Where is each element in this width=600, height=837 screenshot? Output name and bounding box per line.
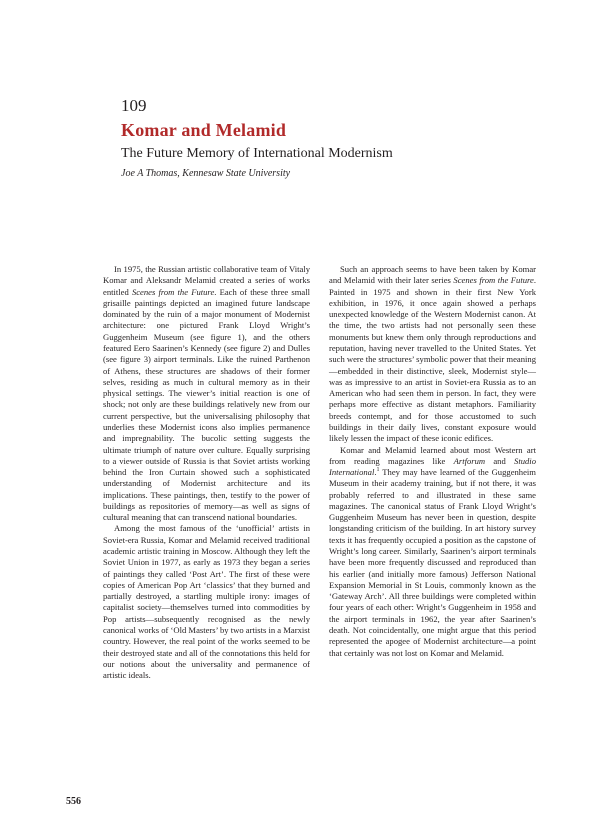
paragraph-4: Komar and Melamid learned about most Western art from reading magazines like Artforum and Studio International.$^1$ They may have learned of the Guggenheim Museum in their academy training, but if not there, it was probably referred to and illustrated in these same magazines. The canonical status of Frank Lloyd Wright’s Guggenheim Museum has never been in question, despite longstanding criticism of the building. In art history survey texts it has frequently occupied a position as the capstone of Wright’s long career. Similarly, Saarinen’s airport terminals have been more frequently discussed and reproduced than his earlier (and initially more famous) Jefferson National Expansion Memorial in St Louis, commonly known as the ‘Gateway Arch’. All three buildings were completed within four years of each other: Wright’s Guggenheim in 1958 and the airport terminals in 1962, the year after Saarinen’s death. Not coincidentally, one might argue that this period represented the apogee of Modernist architecture—a point that certainly was not lost on Komar and Melamid.	[329, 444, 536, 658]
chapter-number: 109	[121, 96, 147, 115]
page-number: 556	[66, 796, 81, 807]
chapter-subtitle: The Future Memory of International Modernism	[121, 146, 393, 161]
text-column-right	[329, 264, 536, 659]
author-line: Joe A Thomas, Kennesaw State University	[121, 168, 291, 179]
text-column-left	[103, 264, 310, 681]
paragraph-1: In 1975, the Russian artistic collaborative team of Vitaly Komar and Aleksandr Melamid created a series of works entitled Scenes from the Future. Each of these three small grisaille paintings depicted an imagined future landscape dominated by the ruin of a major monument of Modernist architecture: one pictured Frank Lloyd Wright’s Guggenheim Museum (see figure 1), and the others featured Eero Saarinen’s Kennedy (see figure 2) and Dulles (see figure 3) airport terminals. Like the ruined Parthenon of Athens, these structures are shadows of their former selves, residing as much in cultural memory as in their physical settings. The viewer’s initial reaction is one of shock; not only are these buildings relatively new from our current perspective, but the universalising philosophy that underlies these Modernist icons also implies permanence and impregnability. The bucolic setting suggests the ultimate triumph of nature over culture. Equally surprising to a viewer outside of Russia is that Soviet artists working behind the Iron Curtain showed such a sophisticated understanding of Modernist architecture and its implications. These paintings, then, testify to the power of buildings as repositories of memory—as well as signs of cultural meaning that can transcend national boundaries.	[103, 264, 310, 523]
footnote-marker[interactable]: 1	[376, 467, 380, 474]
chapter-title: Komar and Melamid	[121, 120, 287, 140]
paragraph-3: Such an approach seems to have been taken by Komar and Melamid with their later series Scenes from the Future. Painted in 1975 and shown in their first New York exhibition, in 1976, it once again showed a perhaps unexpected knowledge of the Western Modernist canon. At the time, the two artists had not personally seen these monuments but knew them only through reproductions and reputation, having never travelled to the United States. Yet such were the structures’ symbolic power that their meaning—embedded in their distinctive, sleek, Modernist style—was as impressive to an artist in Soviet-era Russia as to an American who had seen them in person. In fact, they were perhaps more effective as distant metaphors. Familiarity breeds contempt, and for those accustomed to such buildings in their daily lives, constant exposure would likely lessen the impact of these iconic edifices.	[329, 264, 537, 444]
paragraph-2: Among the most famous of the ‘unofficial’ artists in Soviet-era Russia, Komar and Melamid received traditional academic artistic training in Moscow. Although they left the Soviet Union in 1977, as early as 1973 they began a series of paintings they called ‘Post Art’. The first of these were copies of American Pop Art ‘classics’ that they burned and partially destroyed, a startling multiple irony: images of capitalist society—themselves turned into commodities by Pop artists—subsequently recognised as the newly canonical works of ‘Old Masters’ by two artists in a Marxist country. However, the real point of the works seemed to be their destroyed state and all of the connotations this held for our notions about the universality and permanence of artistic ideals.	[103, 523, 311, 681]
